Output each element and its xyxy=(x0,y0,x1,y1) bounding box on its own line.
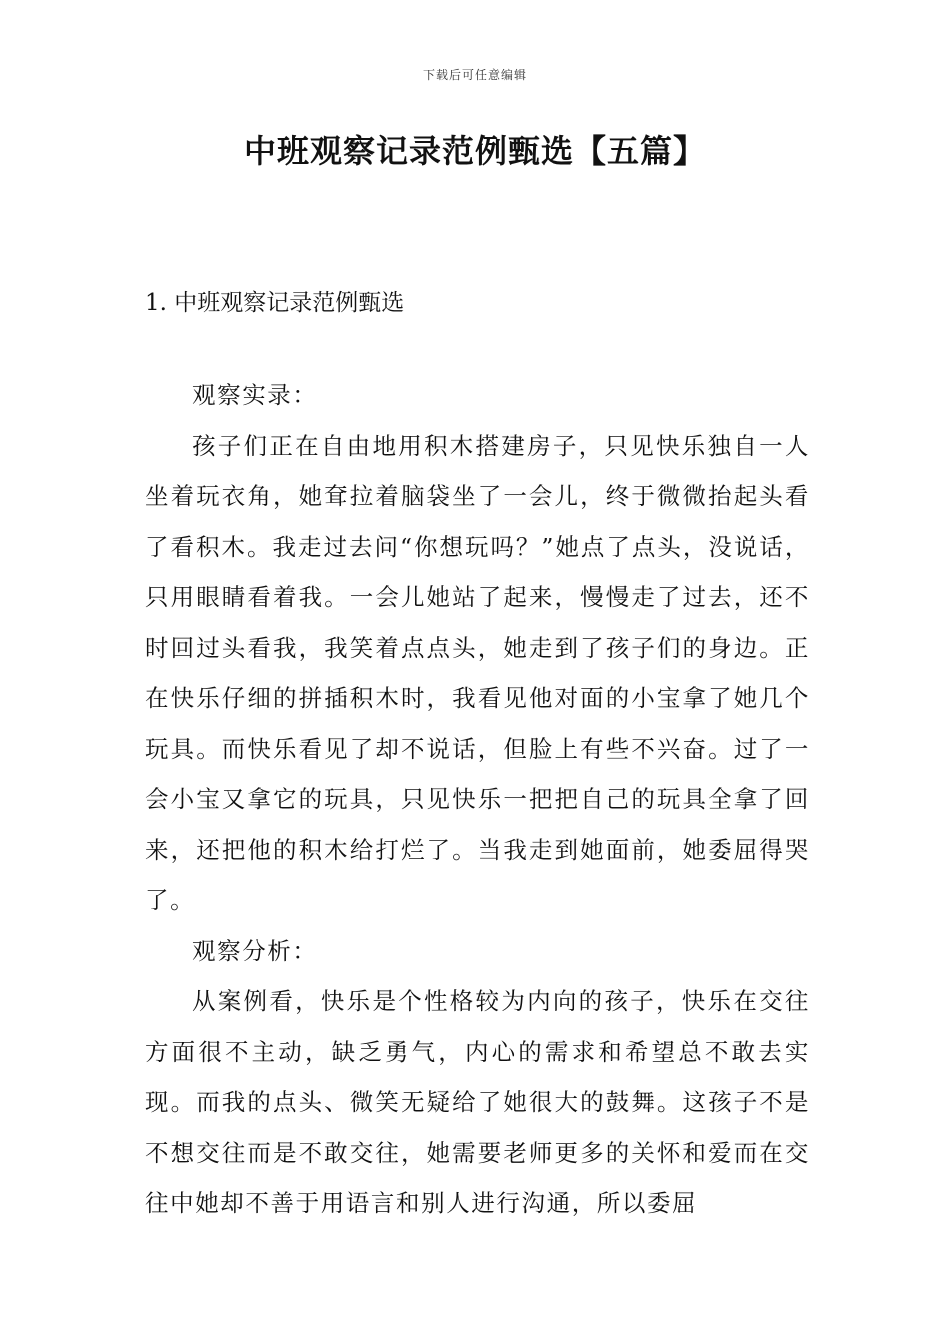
section-body xyxy=(145,370,810,1229)
paragraph-record: 孩子们正在自由地用积木搭建房子，只见快乐独自一人坐着玩衣角，她耷拉着脑袋坐了一会儿，终于微微抬起头看了看积木。我走过去问“你想玩吗？”她点了点头，没说话，只用眼睛看着我。一会儿她站了起来，慢慢走了过去，还不时回过头看我，我笑着点点头，她走到了孩子们的身边。正在快乐仔细的拼插积木时，我看见他对面的小宝拿了她几个玩具。而快乐看见了却不说话，但脸上有些不兴奋。过了一会小宝又拿它的玩具，只见快乐一把把自己的玩具全拿了回来，还把他的积木给打烂了。当我走到她面前，她委屈得哭了。 xyxy=(145,431,810,914)
paragraph-analysis: 从案例看，快乐是个性格较为内向的孩子，快乐在交往方面很不主动，缺乏勇气，内心的需求和希望总不敢去实现。而我的点头、微笑无疑给了她很大的鼓舞。这孩子不是不想交往而是不敢交往，她需要老师更多的关怀和爱而在交往中她却不善于用语言和别人进行沟通，所以委屈 xyxy=(145,987,810,1217)
paragraph-label-record: 观察实录： xyxy=(192,381,318,409)
document-title: 中班观察记录范例甄选【五篇】 xyxy=(243,132,706,170)
paragraph-label-analysis: 观察分析： xyxy=(192,936,318,965)
header-note: 下载后可任意编辑 xyxy=(422,68,527,82)
section-heading: 1. 中班观察记录范例甄选 xyxy=(145,290,405,316)
